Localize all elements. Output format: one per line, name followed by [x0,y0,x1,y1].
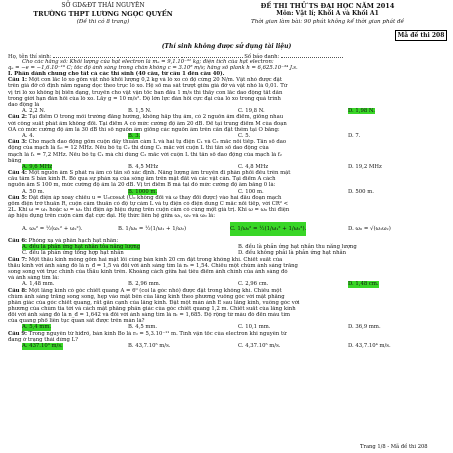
answer-option[interactable]: C. 19,8 N. [238,107,265,114]
question-7-options [8,281,445,288]
question-9-options [8,343,445,350]
question-text: chùm ánh sáng trắng song song, hẹp vào mặt bên của lăng kính theo phương vuông góc với mặt phẳng [8,293,285,300]
id-label: Số báo danh: [244,54,280,60]
question-text: Một nguồn âm S phát ra âm có tần số xác định. Năng lượng âm truyền đi phân phối đều trên mặt [28,170,291,177]
question-label: Câu 7: [8,256,27,263]
answer-option[interactable]: A. 437.10³ m/s. [22,343,63,350]
question-text: Một lăng kính có góc chiết quang A = 6⁰ (coi là góc nhỏ) được đặt trong không khí. Chiếu một [28,287,282,294]
answer-option[interactable]: C. 2,96 cm. [238,281,269,288]
question-2-options [8,133,445,140]
question-text: của quang phổ liên tục quan sát được trên màn là? [8,318,145,325]
question-label: Câu 9: [8,330,27,337]
answer-option[interactable]: D. 7. [348,132,361,139]
question-text: với công suất phát âm không đổi. Tại điểm A có mức cường độ âm 20 dB. Để tại trung điểm M của đoạn [8,120,287,127]
answer-option[interactable]: B. 1/ω₀ = ½(1/ω₁ + 1/ω₂) [118,225,187,232]
question-text: và ánh sáng tím là: [8,275,60,282]
question-text: Tại điểm O trong môi trường đẳng hướng, không hấp thụ âm, có 2 nguồn âm điểm, giống nhau [28,114,284,121]
answer-option[interactable]: D. ω₀ = √(ω₁ω₂) [348,225,391,232]
name-label: Họ, tên thí sinh: [8,54,52,60]
question-text: áp hiệu dụng trên cuộn cảm đạt cực đại. Hệ thức liên hệ giữa ω₁, ω₂ và ω₀ là: [8,213,215,220]
school-block [8,2,198,26]
question-5-options [8,220,445,238]
answer-option[interactable]: A. 9,6 MHz [22,163,53,170]
question-label: Câu 2: [8,114,27,121]
question-label: Câu 1: [8,77,27,84]
question-text: nguồn âm S 100 m, mức cường độ âm là 20 dB. Vị trí điểm B mà tại đó mức cường độ âm bằng 0 là: [8,182,276,189]
exam-code-box: Mã đề thi 208 [395,30,447,41]
answer-option[interactable]: C. 1/ω₀² = ½(1/ω₁² + 1/ω₂²). [230,222,306,236]
name-blank[interactable] [53,53,115,58]
answer-option[interactable]: A. đều là phản ứng hạt nhân tỏa năng lượng [22,243,141,250]
id-blank[interactable] [281,53,343,58]
answer-option[interactable]: C. 100 m. [238,188,264,195]
page-footer: Trang 1/8 - Mã đề thi 208 [360,444,428,450]
exam-body [8,53,445,350]
exam-title: ĐỀ THI THỬ TS ĐẠI HỌC NĂM 2014 [260,2,395,10]
intro-text-1: Cho các hằng số: Khối lượng của hạt electron là mₑ = 9,1.10⁻³¹ kg; điện tích của hạt electron: [22,59,274,66]
question-text: trên giá đỡ cố định nằm ngang dọc theo trục lò xo. Hệ số ma sát trượt giữa giá đỡ và vật nhỏ là 0,01. Từ [8,83,288,90]
school-name: TRƯỜNG THPT LƯƠNG NGỌC QUYẾN [33,10,173,18]
question-text: phương của chùm tia tới và cách mặt phẳng phân giác của góc chiết quang 1,2 m. Chiết suất của lăng kính [8,306,296,313]
exam-note: (Thí sinh không được sử dụng tài liệu) [161,43,292,50]
intro-text-2: qₑ = −e = −1,6.10⁻¹⁹ C; tốc độ ánh sáng trong chân không c = 3.10⁸ m/s; hằng số plank h = 6,625.10⁻³⁴ J.s. [8,65,298,72]
question-text: cầu tâm S bán kính R. Bỏ qua sự phản xạ của sóng âm trên mặt đất và các vật cản. Tại điểm A cách [8,176,276,183]
exam-subject: Môn: Vật lí; Khối A và Khối A1 [276,10,379,17]
question-text: gồm điện trở thuần R, cuộn cảm thuần có độ tự cảm L và tụ điện có điện dung C mắc nối tiếp, với CR² < [8,201,289,208]
question-text: Trong nguyên tử hiđrô, bán kính Bo là r₀ = 5,3.10⁻¹¹ m. Tính vận tốc của electron khi nguyên tử [28,330,287,337]
question-text: OA có mức cường độ âm là 30 dB thì số nguồn âm giống các nguồn âm trên cần đặt thêm tại O bằng: [8,126,280,133]
question-label: Câu 4: [8,170,27,177]
answer-option[interactable]: D. 1,98 N. [348,107,375,114]
question-text: thấu kính với ánh sáng đỏ là n_đ = 1,5 và đối với ánh sáng tím là nₜ = 1,54. Chiếu một chùm ánh sáng trắng [8,262,298,269]
answer-option[interactable]: A. 4. [22,132,35,139]
question-label: Câu 5: [8,195,27,202]
question-6-options-row [8,250,445,257]
question-text: mạch là f₁ = 7,2 MHz. Nếu bỏ tụ C₁ mà chỉ dùng C₂ mắc với cuộn L thì tần số dao động của mạch là f₂ [8,151,282,158]
department-name: SỞ GD&ĐT THÁI NGUYÊN [61,2,145,9]
answer-option[interactable]: B. 1000 m. [128,188,158,195]
answer-option[interactable]: B. 2,96 mm. [128,281,161,288]
exam-duration: Thời gian làm bài: 90 phút không kể thời gian phát đề [250,19,404,25]
answer-option[interactable]: A. 5,4 mm. [22,324,52,331]
question-4-options [8,189,445,196]
question-label: Câu 6: [8,237,27,244]
answer-option[interactable]: C. 4,8 MHz [238,163,269,170]
question-text: Một thấu kính mỏng gồm hai mặt lồi cùng bán kính 20 cm đặt trong không khí. Chiết suất của [28,256,283,263]
answer-option[interactable]: D. 19,2 MHz [348,163,382,170]
answer-option[interactable]: B. 1,5 N. [128,107,152,114]
question-text: trong giới hạn đàn hồi của lò xo. Lấy g = 10 m/s². Độ lớn lực đàn hồi cực đại của lò xo trong quá trình [8,95,281,102]
question-3-options [8,164,445,171]
question-8-options [8,324,445,331]
answer-option[interactable]: A. 1,48 mm. [22,281,55,288]
answer-option[interactable]: A. ω₀² = ½(ω₁² + ω₂²). [22,225,83,232]
section-heading: I. Phần dành chung cho tất cả các thí sinh (40 câu, từ câu 1 đến câu 40). [8,71,225,78]
question-list [8,77,445,349]
question-text: đối với ánh sáng đỏ là n_đ = 1,642 và đối với ánh sáng tím là nₜ = 1,685. Độ rộng từ màu đỏ đến màu tím [8,312,291,319]
answer-option[interactable]: C. 5. [238,132,251,139]
answer-option[interactable]: A. 2,2 N. [22,107,46,114]
answer-option[interactable]: D. 36,9 mm. [348,324,381,331]
exam-title-block [205,2,450,26]
name-blank-cont2 [181,53,243,58]
answer-option[interactable]: D. 500 m. [348,188,374,195]
answer-option[interactable]: B. đều là phản ứng hạt nhân thu năng lượng [238,243,357,250]
question-text: Đặt điện áp xoay chiều u = U₀cosωt (U₀ không đổi và ω thay đổi được) vào hai đầu đoạn mạch [28,195,282,202]
question-text: Phóng xạ và phân hạch hạt nhân: [28,237,119,244]
answer-option[interactable]: C. 4,37.10⁵ m/s. [238,343,281,350]
question-text: Cho mạch dao động gồm cuộn dây thuần cảm L và hai tụ điện C₁ và C₂ mắc nối tiếp. Tần số dao [28,139,287,146]
page-count-note: (Đề thi có 8 trang) [76,19,130,25]
exam-header [0,2,453,42]
answer-option[interactable]: B. 3. [128,132,141,139]
answer-option[interactable]: A. 50 m. [22,188,45,195]
question-1-options [8,108,445,115]
question-text: bằng [8,157,22,164]
question-text: Một con lắc lò xo gồm vật nhỏ khối lượng 0,2 kg và lò xo có độ cứng 20 N/m. Vật nhỏ được đặt [28,77,282,84]
answer-option[interactable]: D. 43,7.10⁴ m/s. [348,343,391,350]
question-text: song song với trục chính của thấu kính trên. Khoảng cách giữa hai tiêu điểm ảnh chính của ánh sáng đỏ [8,269,288,275]
question-text: vị trí lò xo không bị biến dạng, truyền cho vật vận tốc ban đầu 1 m/s thì thấy con lắc dao động tắt dần [8,89,283,96]
question-label: Câu 3: [8,139,27,146]
answer-option[interactable]: B. 4,5 MHz [128,163,159,170]
answer-option[interactable]: B. 43,7.10⁵ m/s. [128,343,171,350]
answer-option[interactable]: B. 4,5 mm. [128,324,158,331]
answer-option[interactable]: D. 1,48 cm. [348,281,379,288]
answer-option[interactable]: D. đều không phải là phản ứng hạt nhân [238,250,347,257]
question-text: phân giác của góc chiết quang, rất gần cạnh của lăng kính. Đặt một màn ảnh E sau lăng kính, vuông góc với [8,299,300,306]
question-text: động của mạch là fₙₜ = 12 MHz. Nếu bỏ tụ C₂ thì dùng C₁ mắc với cuộn L thì tần số dao động của [8,145,269,152]
question-text: đang ở trạng thái dừng L? [8,337,78,344]
answer-option[interactable]: C. đều là phản ứng tổng hợp hạt nhân [22,250,124,257]
question-text: 2L. Khi ω = ω₁ hoặc ω = ω₂ thì điện áp hiệu dụng trên cuộn cảm có cùng một giá trị. Khi ω = ω₀ thì điện [8,207,290,214]
name-blank-cont [117,53,179,58]
answer-option[interactable]: C. 10,1 mm. [238,324,271,331]
question-text: dao động là [8,101,40,108]
question-label: Câu 8: [8,287,27,294]
